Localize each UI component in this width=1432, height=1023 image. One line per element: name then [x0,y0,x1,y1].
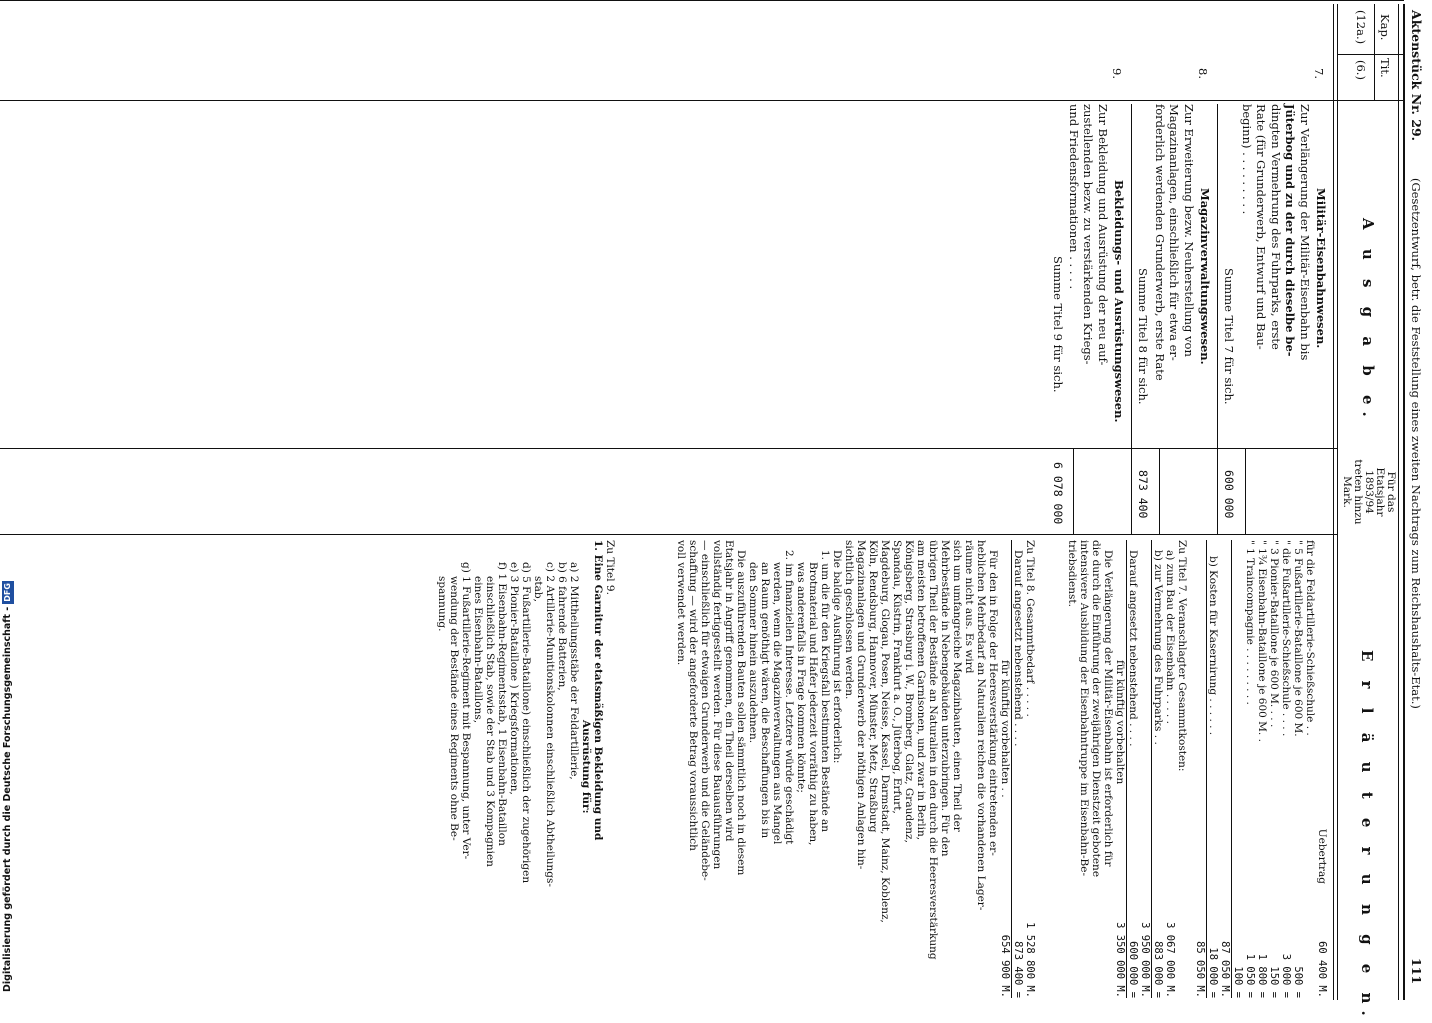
divider-betrag-start [0,448,1337,449]
item7-line: beginn) . . . . . . . . . [1240,104,1254,215]
dfg-logo: DFG [3,583,12,602]
betrag-line-3: 1893/94 [1363,470,1375,514]
titel8-text: Mehrbestände in Nebengebäuden unterzubringen. Für den [939,540,951,857]
titel8-p2: den Sommer hinein auszudehnen. [747,562,759,744]
item8-line: Zur Erweiterung bezw. Neuherstellung von [1182,104,1196,357]
betrag-line-4: treten hinzu [1352,459,1364,525]
titel9-item: stab, [532,576,544,602]
titel7-kuenftig: für künftig vorbehalten [1114,660,1126,785]
breakdown-value: 150 = [1268,966,1280,998]
titel7-darauf: Darauf angesetzt nebenstehend . . . . [1127,550,1139,747]
item7-line: Rate (für Grunderwerb, Entwurf und Bau- [1254,104,1269,350]
titel8-p1: 1. um die für den Kriegsfall bestimmten Bestände an [819,550,831,833]
item8-amount: 873 400 [1136,470,1150,519]
column-tit: Tit. [1378,58,1392,78]
item8-amount-rule [1159,448,1160,534]
titel8-darauf-value: 873 400 = [1012,941,1024,998]
betrag-line-5: Mark. [1341,476,1353,508]
titel8-bemerk: Die baldige Ausführung ist erforderlich: [831,550,843,764]
item8-heading: Magazinverwaltungswesen. [1198,188,1212,365]
titel8-text: Köln, Rendsburg, Hannover, Münster, Metz, Straßburg [867,540,879,833]
betrag-line-1: Für das [1385,471,1397,513]
titel9-item: g) 1 Fußartillerie-Regiment mit Bespannung, unter Ver- [460,562,472,860]
titel8-text: sich um umfangreiche Magazinbauten, einen Theil der [951,540,963,832]
titel9-item: b) 6 fahrende Batterien, [556,562,568,691]
breakdown-row: " 1¾ Eisenbahn-Bataillone je 600 M. . [1256,540,1268,742]
breakdown-value: 1 800 = [1256,953,1268,998]
item7-sum: Summe Titel 7 für sich. [1222,268,1236,405]
titel9-line: 1. Eine Garnitur der etatsmäßigen Bekleidung und [592,540,604,841]
titel7-text: triebsdienst. [1066,540,1078,607]
item7-line: dingten Vermehrung des Fuhrparks, erste [1269,104,1283,350]
document-title: Aktenstück Nr. 29. [1409,10,1424,142]
divider-left [0,0,1404,1]
titel8-text: übrigen Theil der Bestände an Naturalien in den durch die Heeresverstärkung [927,540,939,960]
titel8-text: Magazinanlagen und Grunderwerb der nöthigen Anlagen hin- [855,540,867,870]
titel7-b-value: 883 000 = [1152,941,1164,998]
titel8-p3: vollständig fertiggestellt werden. Für diese Bauausführungen [711,540,723,870]
divider-kap [1338,54,1404,55]
item7-end-rule [1217,104,1218,534]
titel7-text: die durch die Einführung der zweijährigen Dienstzeit gebotene [1090,540,1102,878]
item9-number: 9. [1110,68,1124,79]
item7-line: Jüterbog und zu der durch dieselbe be- [1283,104,1298,357]
column-ausgabe: A u s g a b e. [1359,218,1377,424]
item7-heading: Militär-Eisenbahnwesen. [1314,188,1328,349]
titel8-p3: Die auszuführenden Bauten sollen sämmtlich noch in diesem [735,550,747,876]
item8-text [1153,104,1197,381]
item8-number: 8. [1196,68,1210,79]
breakdown-value: 100 = [1232,966,1244,998]
titel8-text: Für den in Folge der Heeresverstärkung eintretenden er- [987,550,999,856]
titel9-item: a) 2 Mittheilungsstäbe der Feldartillerie, [568,562,580,780]
kosten-value: 18 000 = [1207,947,1219,998]
divider-kap-tit [0,100,1404,101]
titel9-item: eines Eisenbahn-Bataillons, [472,576,484,724]
document-subtitle: (Gesetzentwurf, betr. die Feststellung eines zweiten Nachtrags zum Reichshaushalts-Etat.) [1409,178,1423,709]
titel9-item: f) 1 Eisenbahn-Regimentsstab, 1 Eisenbahn-Bataillon [496,562,508,846]
titel8-p3: — einschließlich für etwaigen Grunderwerb und die Geländebe- [699,540,711,881]
column-betrag [1341,454,1396,530]
breakdown-row: " 1 Traincompagnie . . . . . . . . . [1244,540,1256,705]
titel9-line: Ausrüstung für: [580,720,592,814]
titel8-text: heblichen Mehrbedarf an Naturalien reichen die vorhandenen Lager- [975,540,987,911]
breakdown-value: 1 050 = [1244,953,1256,998]
titel8-p2: werden, wenn die Magazinverwaltungen aus Mangel [771,562,783,845]
header-rule-top [1403,4,1405,1000]
item8-line: forderlich werdenden Grunderwerb, erste Rate [1153,104,1167,381]
breakdown-value: 3 000 = [1280,953,1292,998]
item9-amount-rule [1073,448,1074,534]
titel8-head-value: 1 528 800 M. [1024,922,1036,998]
kosten-label: b) Kosten für Kasernirung . . . . . . [1207,556,1219,736]
titel8-block [675,540,1036,998]
item9-heading: Bekleidungs- und Ausrüstungswesen. [1112,180,1126,423]
titel8-text: Königsberg, Strasburg i. W., Bromberg, Glatz, Graudenz, [903,540,915,843]
titel8-p1: was anderenfalls in Frage kommen könnte; [795,562,807,793]
titel7-text: Die Verlängerung der Militär-Eisenbahn ist erforderlich für [1102,550,1114,867]
titel8-kuenftig-value: 654 900 M. [999,934,1011,998]
item7-text [1240,104,1313,360]
titel8-text: räume nicht aus. Es wird [963,540,975,674]
titel9-item: c) 2 Artillerie-Munitionskolonnen einschließlich Abtheilungs- [544,562,556,887]
titel9-block [436,540,616,998]
item9-line: zustellenden bezw. zu verstärkenden Kriegs- [1081,104,1096,365]
breakdown-subtotal: 87 050 M. [1219,941,1231,998]
breakdown-row [1232,540,1244,920]
titel7-kuenftig-value: 3 350 000 M. [1114,922,1126,998]
titel8-text: sichtlich geschlossen werden. [843,540,855,700]
breakdown-row: für die Feldartillerie-Schießschule . . [1304,540,1316,736]
titel8-p1: Brotmaterial und Hafer jederzeit vorräthig zu haben, [807,562,819,846]
header-rule-bottom [1398,4,1399,1000]
breakdown-row: " die Fußartillerie-Schießschule . . . . [1280,540,1292,737]
item7-amount-rule [1245,448,1246,534]
titel8-p2: an Raum genöthigt wären, die Beschaffungen bis in [759,562,771,839]
item9-line: und Friedensformationen . . . . . [1067,104,1081,290]
kap-value: (12a.) [1354,10,1368,45]
titel8-darauf: Darauf angesetzt nebenstehend . . . . [1012,550,1024,747]
breakdown-value [1304,920,1316,998]
uebertrag-label: Uebertrag [1316,828,1328,884]
titel9-item: spannung. [436,576,448,632]
titel8-p3: voll verwendet werden. [675,540,687,666]
titel8-text: Spandau, Küstrin, Frankfurt a. O., Jüterbog, Erfurt, [891,540,903,814]
titel8-p3: Etatsjahr in Angriff genommen, ein Theil derselben wird [723,540,735,842]
titel7-text: intensivere Ausbildung der Eisenbahntruppe im Eisenbahn-Be- [1078,540,1090,877]
titel8-text: am meisten betroffenen Garnisonen, und zwar in Berlin, [915,540,927,841]
titel8-p2: 2. im finanziellen Interesse. Letztere würde geschädigt [783,550,795,845]
dfg-credit-text: Digitalisierung gefördert durch die Deutsche Forschungsgemeinschaft - [2,606,13,992]
divider-betrag-end [0,534,1337,535]
tit-value: (6.) [1354,60,1368,80]
titel9-item: einschließlich Stab, sowie der Stab und 3 Kompagnien [484,576,496,867]
titel7-head: Zu Titel 7. Veranschlagter Gesammtkosten: [1176,540,1188,772]
breakdown-row: " 3 Pionier-Bataillone je 600 M. . . . [1268,540,1280,728]
titel9-item: e) 3 Pionier-Bataillone ) Kriegsformationen, [508,562,520,795]
breakdown-value: 500 = [1292,966,1304,998]
breakdown-total: 85 050 M. [1194,941,1206,998]
titel7-a-value: 3 067 000 M. [1164,922,1176,998]
column-erlaeuterungen: E r l ä u t e r u n g e n. [1358,650,1376,1023]
page-number: 111 [1409,958,1424,985]
titel9-item: wendung der Bestände eines Regiments ohne Be- [448,576,460,841]
item8-line: Magazinanlagen, einschließlich für etwa er- [1167,104,1182,361]
item9-line: Zur Bekleidung und Ausrüstung der neu auf- [1096,104,1110,366]
titel8-p3: schaffung — wird der angeforderte Betrag voraussichtlich [687,540,699,851]
column-header-rule-2 [1333,4,1334,1000]
item7-line: Zur Verlängerung der Militär-Eisenbahn bis [1298,104,1312,361]
titel7-darauf-value: 600 000 = [1127,941,1139,998]
column-kap: Kap. [1378,14,1392,41]
item7-number: 7. [1312,68,1326,79]
titel7-b: b) zur Vermehrung des Fuhrparks . . [1152,550,1164,745]
kap-tit-rule [1374,4,1375,100]
item9-text [1067,104,1111,365]
item8-sum: Summe Titel 8 für sich. [1136,268,1150,405]
breakdown-row: " 5 Fußartillerie-Bataillone je 600 M. [1292,540,1304,737]
column-header-rule [1337,4,1338,1000]
titel9-head: Zu Titel 9. [604,540,616,595]
item9-amount: 6 078 000 [1051,462,1065,525]
ueberrtrag-block [1194,540,1328,998]
titel8-kuenftig: für künftig vorbehalten . . [999,660,1011,798]
titel7-a: a) zum Bau der Eisenbahn . . . . . [1164,550,1176,724]
titel8-text: Magdeburg, Glogau, Posen, Neisse, Kassel, Darmstadt, Mainz, Koblenz, [879,540,891,923]
titel8-head: Zu Titel 8. Gesammtbedarf . . . . . [1024,540,1036,717]
titel9-item: d) 5 Fußartillerie-Bataillone) einschließlich der zugehörigen [520,562,532,884]
item7-amount: 600 000 [1222,470,1236,519]
titel7-block [1066,540,1188,998]
item9-sum: Summe Titel 9 für sich. [1051,256,1065,393]
item8-end-rule [1131,104,1132,534]
uebertrag-value: 60 400 M. [1316,941,1328,998]
betrag-line-2: Etatsjahr [1374,467,1386,517]
titel7-sum: 3 950 000 M. [1139,922,1151,998]
